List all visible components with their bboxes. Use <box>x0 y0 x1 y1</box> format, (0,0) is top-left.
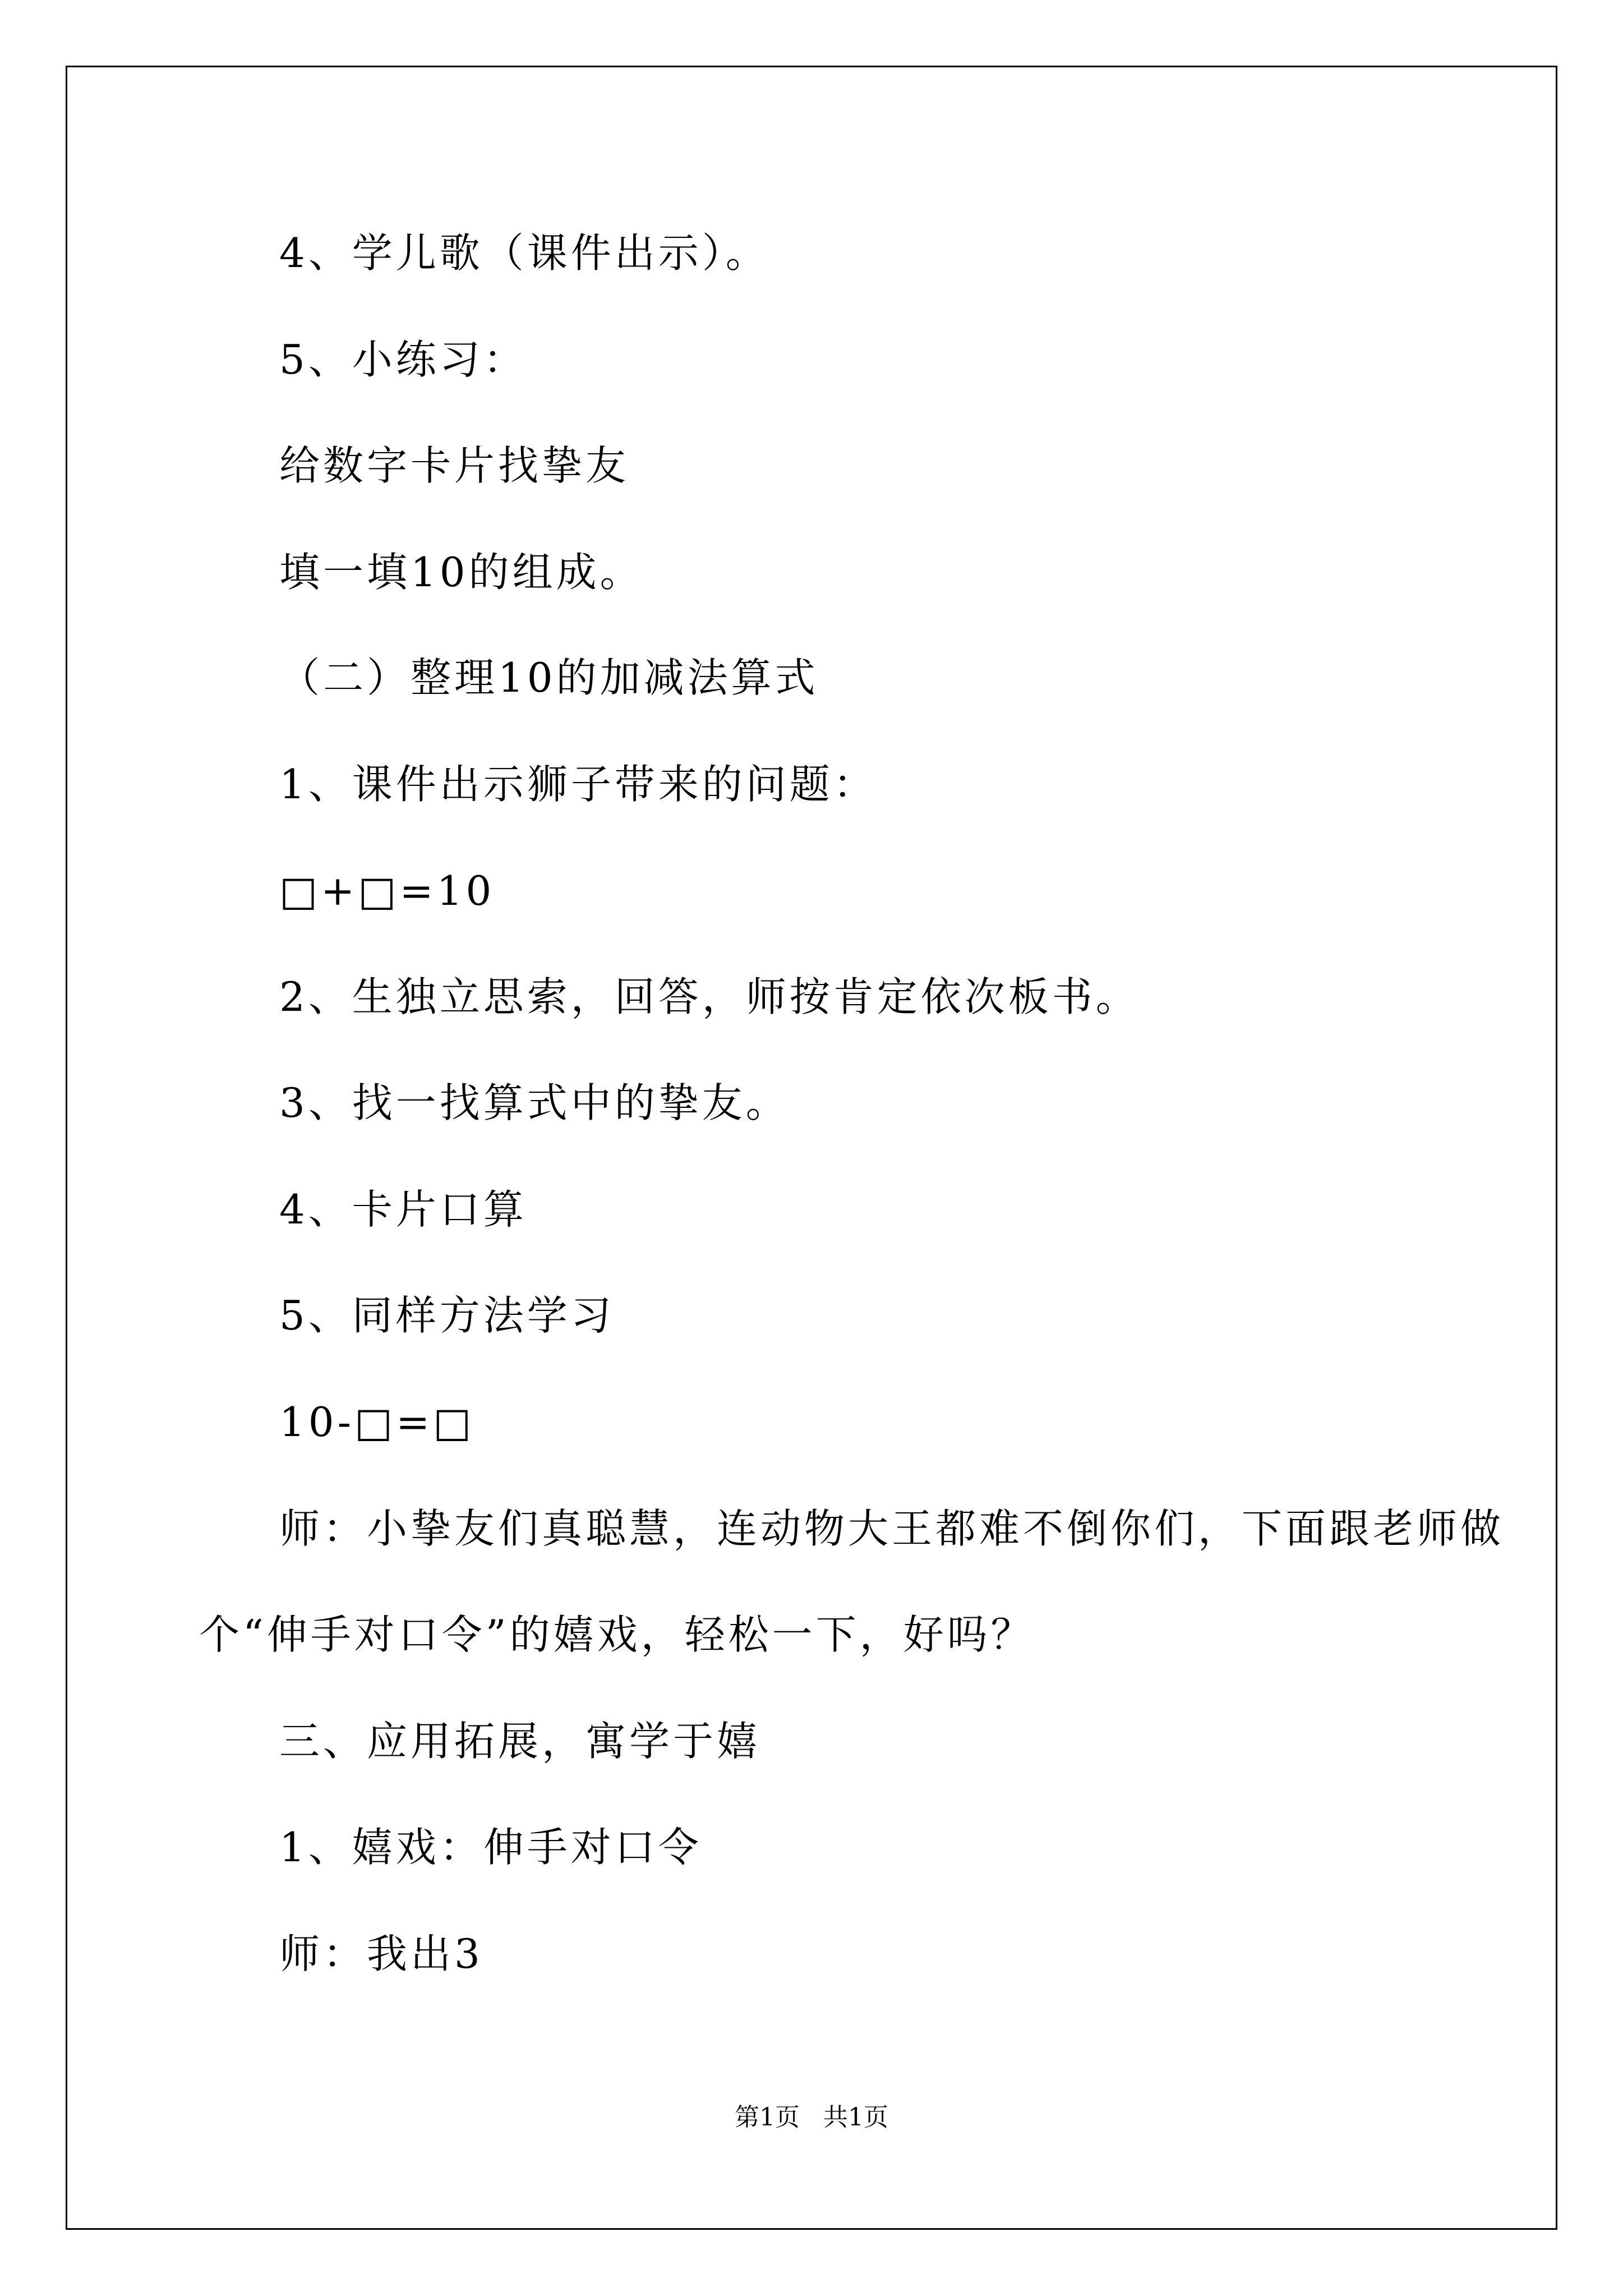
text-line: 3、找一找算式中的挚友。 <box>279 1079 790 1126</box>
text-line: 师：小挚友们真聪慧，连动物大王都难不倒你们，下面跟老师做 <box>279 1505 1505 1552</box>
text-line: 师：我出3 <box>279 1930 483 1977</box>
equation-line: □+□=10 <box>279 867 495 914</box>
text-line: 4、学儿歌（课件出示）。 <box>279 229 769 277</box>
text-line: 5、同样方法学习 <box>279 1292 615 1339</box>
text-line: 1、课件出示狮子带来的问题： <box>279 761 877 808</box>
page-footer: 第1页 共1页 <box>735 2103 888 2132</box>
equation-line: 10-□=□ <box>279 1398 475 1446</box>
text-line: 2、生独立思索，回答，师按肯定依次板书。 <box>279 973 1140 1020</box>
text-line: 填一填10的组成。 <box>279 549 644 596</box>
section-heading: （二）整理10的加减法算式 <box>279 654 819 701</box>
text-line: 4、卡片口算 <box>279 1186 527 1233</box>
text-line: 1、嬉戏：伸手对口令 <box>279 1824 702 1871</box>
section-heading: 三、应用拓展，寓学于嬉 <box>279 1718 761 1765</box>
page-border <box>66 66 1557 2230</box>
text-line: 给数字卡片找挚友 <box>279 442 630 489</box>
text-line: 5、小练习： <box>279 336 527 383</box>
text-line: 个“伸手对口令”的嬉戏，轻松一下，好吗？ <box>199 1611 1035 1658</box>
